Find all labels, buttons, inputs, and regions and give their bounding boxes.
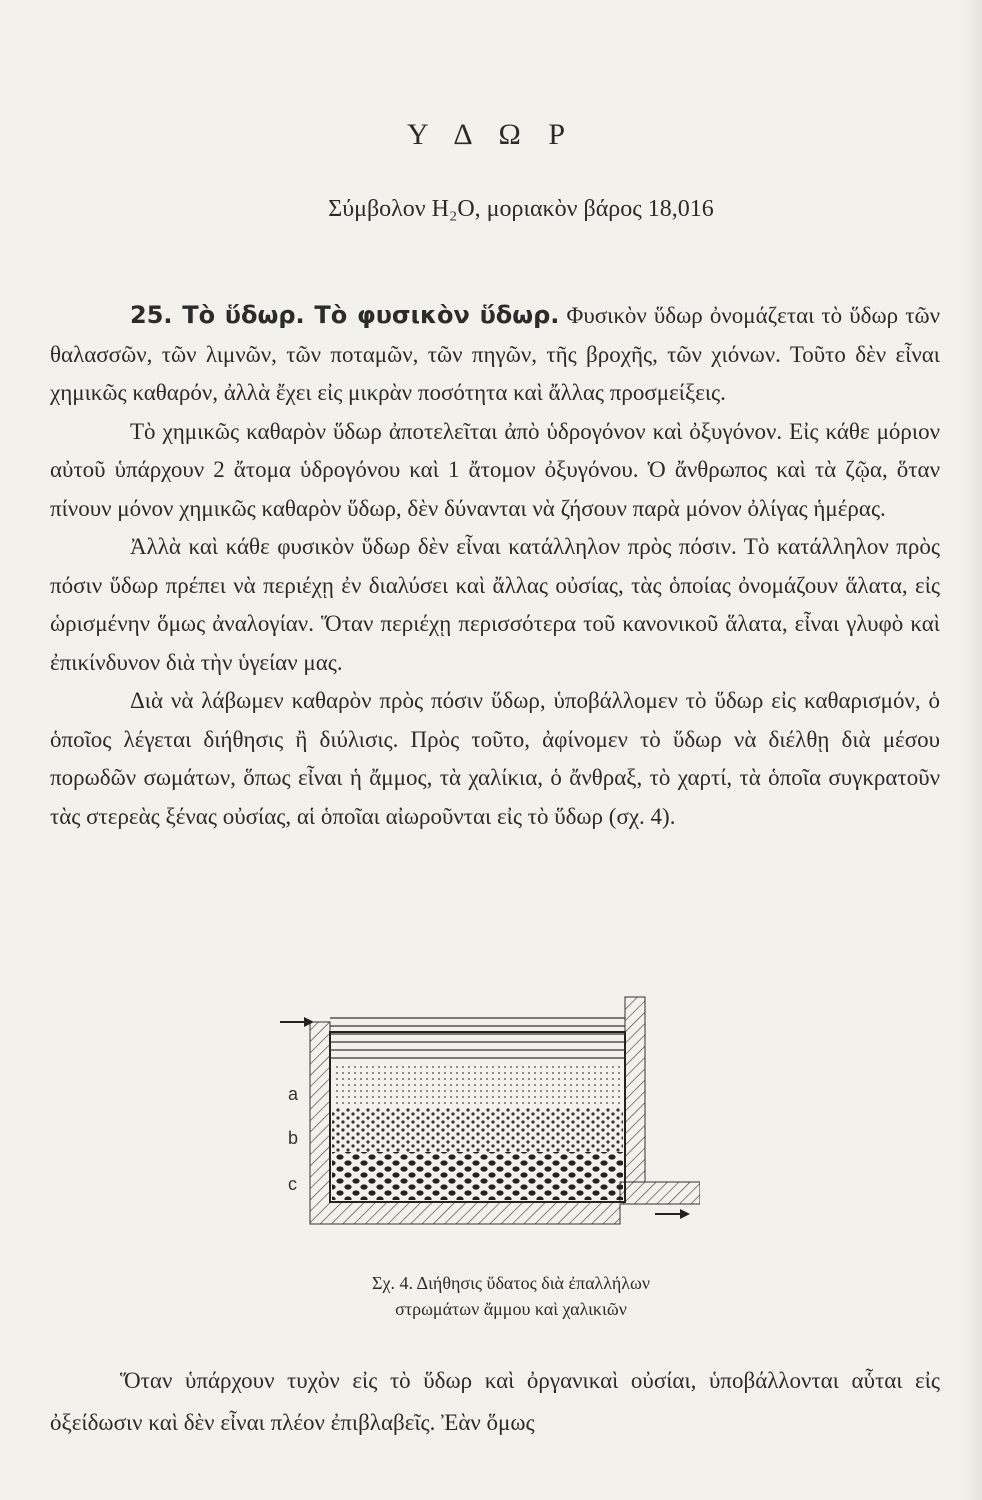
- paragraph-4: Διὰ νὰ λάβωμεν καθαρὸν πρὸς πόσιν ὕδωρ, ὑποβάλλομεν τὸ ὕδωρ εἰς καθαρισμόν, ὁ ὁποῖος λέγεται διήθησις ἢ διύλισις. Πρὸς τοῦτο, ἀφίνομεν τὸ ὕδωρ νὰ διέλθῃ διὰ μέσου πορωδῶν σωμάτων, ὅπως εἶναι ἡ ἄμμος, τὰ χαλίκια, ὁ ἄνθραξ, τὸ χαρτί, τὰ ὁποῖα συγκρατοῦν τὰς στερεὰς ξένας οὐσίας, αἱ ὁποῖαι αἰωροῦνται εἰς τὸ ὕδωρ (σχ. 4).: [50, 688, 940, 829]
- layer-fine-sand: [332, 1064, 623, 1108]
- paragraph-1-text: Φυσικὸν ὕδωρ ὀνομάζεται τὸ ὕδωρ τῶν θαλασσῶν, τῶν λιμνῶν, τῶν ποταμῶν, τῶν πηγῶν, τῆς βροχῆς, τῶν χιόνων. Τοῦτο δὲν εἶναι χημικῶς καθαρόν, ἀλλὰ ἔχει εἰς μικρὰν ποσότητα καὶ ἄλλας προσμείξεις.: [50, 303, 940, 405]
- section-body: [50, 296, 940, 836]
- figure-label-a: a: [288, 1084, 299, 1104]
- inlet-arrow-icon: [280, 1017, 314, 1027]
- layer-gravel: [332, 1152, 623, 1200]
- caption-line-2: στρωμάτων ἄμμου καὶ χαλικιῶν: [395, 1299, 627, 1319]
- figure-caption: [0, 1270, 982, 1322]
- filtration-figure: [280, 992, 700, 1232]
- paragraph-2: Τὸ χημικῶς καθαρὸν ὕδωρ ἀποτελεῖται ἀπὸ ὑδρογόνον καὶ ὀξυγόνον. Εἰς κάθε μόριον αὐτοῦ ὑπάρχουν 2 ἄτομα ὑδρογόνου καὶ 1 ἄτομον ὀξυγόνου. Ὁ ἄνθρωπος καὶ τὰ ζῷα, ὅταν πίνουν μόνον χημικῶς καθαρὸν ὕδωρ, δὲν δύνανται νὰ ζήσουν παρὰ μόνον ὀλίγας ἡμέρας.: [50, 418, 940, 521]
- filtration-diagram: [280, 992, 700, 1232]
- paragraph-1: [50, 296, 940, 413]
- figure-label-b: b: [288, 1128, 299, 1148]
- layer-coarse-sand: [332, 1108, 623, 1152]
- caption-text-1: Διήθησις ὕδατος διὰ ἐπαλλήλων: [416, 1273, 650, 1293]
- caption-number: Σχ. 4.: [372, 1273, 413, 1293]
- page-title: Υ Δ Ω Ρ: [406, 118, 575, 151]
- water-lines: [330, 1018, 625, 1058]
- section-heading: 25. Τὸ ὕδωρ. Τὸ φυσικὸν ὕδωρ.: [130, 301, 560, 329]
- paragraph-3: Ἀλλὰ καὶ κάθε φυσικὸν ὕδωρ δὲν εἶναι κατάλληλον πρὸς πόσιν. Τὸ κατάλληλον πρὸς πόσιν ὕδωρ πρέπει νὰ περιέχῃ ἐν διαλύσει καὶ ἄλλας οὐσίας, τὰς ὁποίας ὀνομάζουν ἅλατα, εἰς ὡρισμένην ὅμως ἀναλογίαν. Ὅταν περιέχῃ περισσότερα τοῦ κανονικοῦ ἅλατα, εἶναι γλυφὸ καὶ ἐπικίνδυνον διὰ τὴν ὑγείαν μας.: [50, 534, 940, 675]
- outlet-arrow-icon: [655, 1209, 690, 1219]
- page-subtitle: Σύμβολον H₂O, μοριακὸν βάρος 18,016: [328, 196, 714, 222]
- filter-wall-right: [625, 997, 645, 1182]
- continuation-text: [50, 1360, 940, 1444]
- figure-label-c: c: [288, 1174, 297, 1194]
- continuation-paragraph: Ὅταν ὑπάρχουν τυχὸν εἰς τὸ ὕδωρ καὶ ὀργανικαὶ οὐσίαι, ὑποβάλλονται αὗται εἰς ὀξείδωσιν καὶ δὲν εἶναι πλέον ἐπιβλαβεῖς. Ἐὰν ὅμως: [50, 1368, 940, 1435]
- caption-line-1: [40, 1270, 982, 1296]
